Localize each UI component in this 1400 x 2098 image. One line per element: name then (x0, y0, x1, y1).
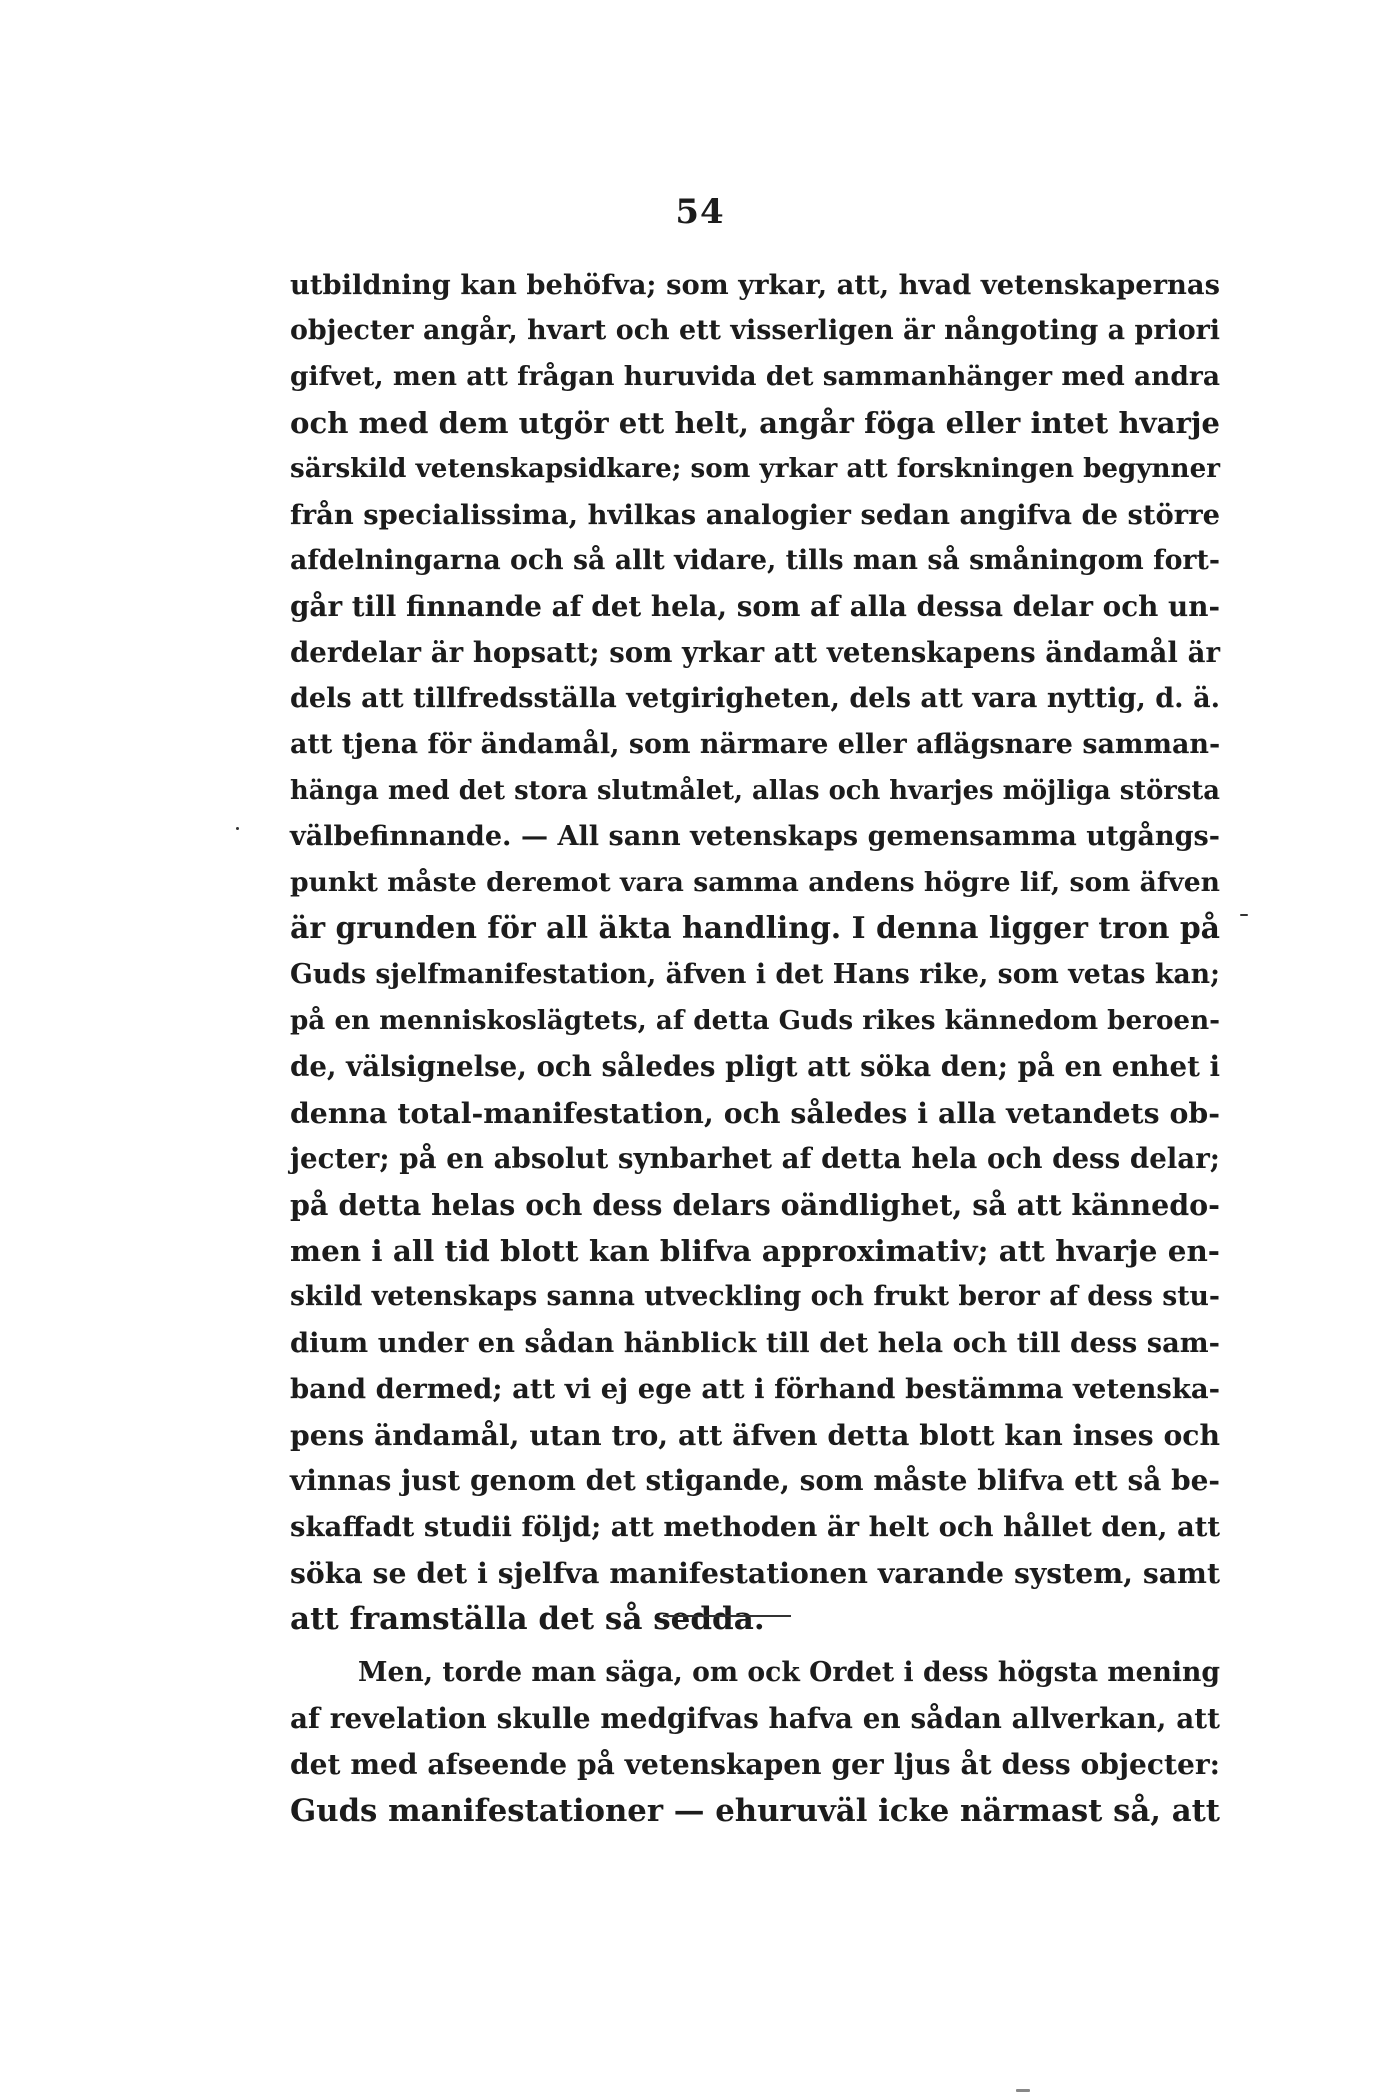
text-line: Guds manifestationer — ehuruväl icke närmast så, att (290, 1793, 1220, 1829)
text-line: särskild vetenskapsidkare; som yrkar att forskningen begynner (290, 453, 1220, 484)
text-line: på en menniskoslägtets, af detta Guds rikes kännedom beroen- (290, 1005, 1220, 1036)
text-line: pens ändamål, utan tro, att äfven detta blott kan inses och (290, 1418, 1220, 1452)
text-line: det med afseende på vetenskapen ger ljus åt dess objecter: (290, 1748, 1220, 1781)
text-line: söka se det i sjelfva manifestationen varande system, samt (290, 1556, 1220, 1590)
text-line: afdelningarna och så allt vidare, tills man så småningom fort- (290, 545, 1220, 576)
print-speck (236, 827, 239, 830)
page-number: 54 (675, 192, 725, 232)
text-line: på detta helas och dess delars oändlighet, så att kännedo- (290, 1188, 1220, 1222)
text-line: utbildning kan behöfva; som yrkar, att, hvad vetenskapernas (290, 269, 1220, 301)
text-line: dels att tillfredsställa vetgirigheten, dels att vara nyttig, d. ä. (290, 683, 1220, 714)
paragraph-2 (290, 1650, 1220, 1834)
text-line: skaffadt studii följd; att methoden är helt och hållet den, att (290, 1511, 1221, 1543)
paragraph-1 (290, 262, 1220, 1642)
text-line: objecter angår, hvart och ett visserligen är nångoting a priori (290, 315, 1220, 346)
text-line: är grunden för all äkta handling. I denna ligger tron på (290, 911, 1220, 946)
text-line: band dermed; att vi ej ege att i förhand bestämma vetenska- (290, 1373, 1220, 1405)
text-line: denna total-manifestation, och således i alla vetandets ob- (290, 1096, 1220, 1130)
print-speck (1240, 914, 1248, 916)
text-line: af revelation skulle medgifvas hafva en sådan allverkan, att (290, 1702, 1220, 1735)
text-line: vinnas just genom det stigande, som måste blifva ett så be- (290, 1464, 1220, 1497)
print-speck (1016, 2089, 1030, 2092)
text-line: skild vetenskaps sanna utveckling och frukt beror af dess stu- (290, 1281, 1220, 1312)
text-line: att tjena för ändamål, som närmare eller aflägsnare samman- (290, 729, 1221, 760)
text-line: från specialissima, hvilkas analogier sedan angifva de större (290, 499, 1221, 531)
section-divider (663, 1615, 791, 1617)
text-line: Guds sjelfmanifestation, äfven i det Hans rike, som vetas kan; (290, 959, 1220, 990)
text-line: välbefinnande. — All sann vetenskaps gemensamma utgångs- (290, 821, 1220, 852)
text-line: gifvet, men att frågan huruvida det sammanhänger med andra (290, 361, 1220, 392)
text-line: Men, torde man säga, om ock Ordet i dess högsta mening (358, 1657, 1220, 1688)
text-line: går till finnande af det hela, som af alla dessa delar och un- (290, 590, 1220, 623)
text-line: dium under en sådan hänblick till det hela och till dess sam- (290, 1327, 1220, 1359)
text-line: de, välsignelse, och således pligt att söka den; på en enhet i (290, 1050, 1220, 1083)
text-line: punkt måste deremot vara samma andens högre lif, som äfven (290, 867, 1220, 898)
text-line: men i all tid blott kan blifva approximativ; att hvarje en- (290, 1233, 1220, 1268)
text-line: och med dem utgör ett helt, angår föga eller intet hvarje (290, 406, 1220, 440)
text-line: hänga med det stora slutmålet, allas och hvarjes möjliga största (290, 776, 1220, 806)
text-line: att framställa det så sedda. (290, 1601, 765, 1637)
text-line: derdelar är hopsatt; som yrkar att vetenskapens ändamål är (290, 636, 1220, 669)
text-line: jecter; på en absolut synbarhet af detta hela och dess delar; (290, 1142, 1220, 1175)
